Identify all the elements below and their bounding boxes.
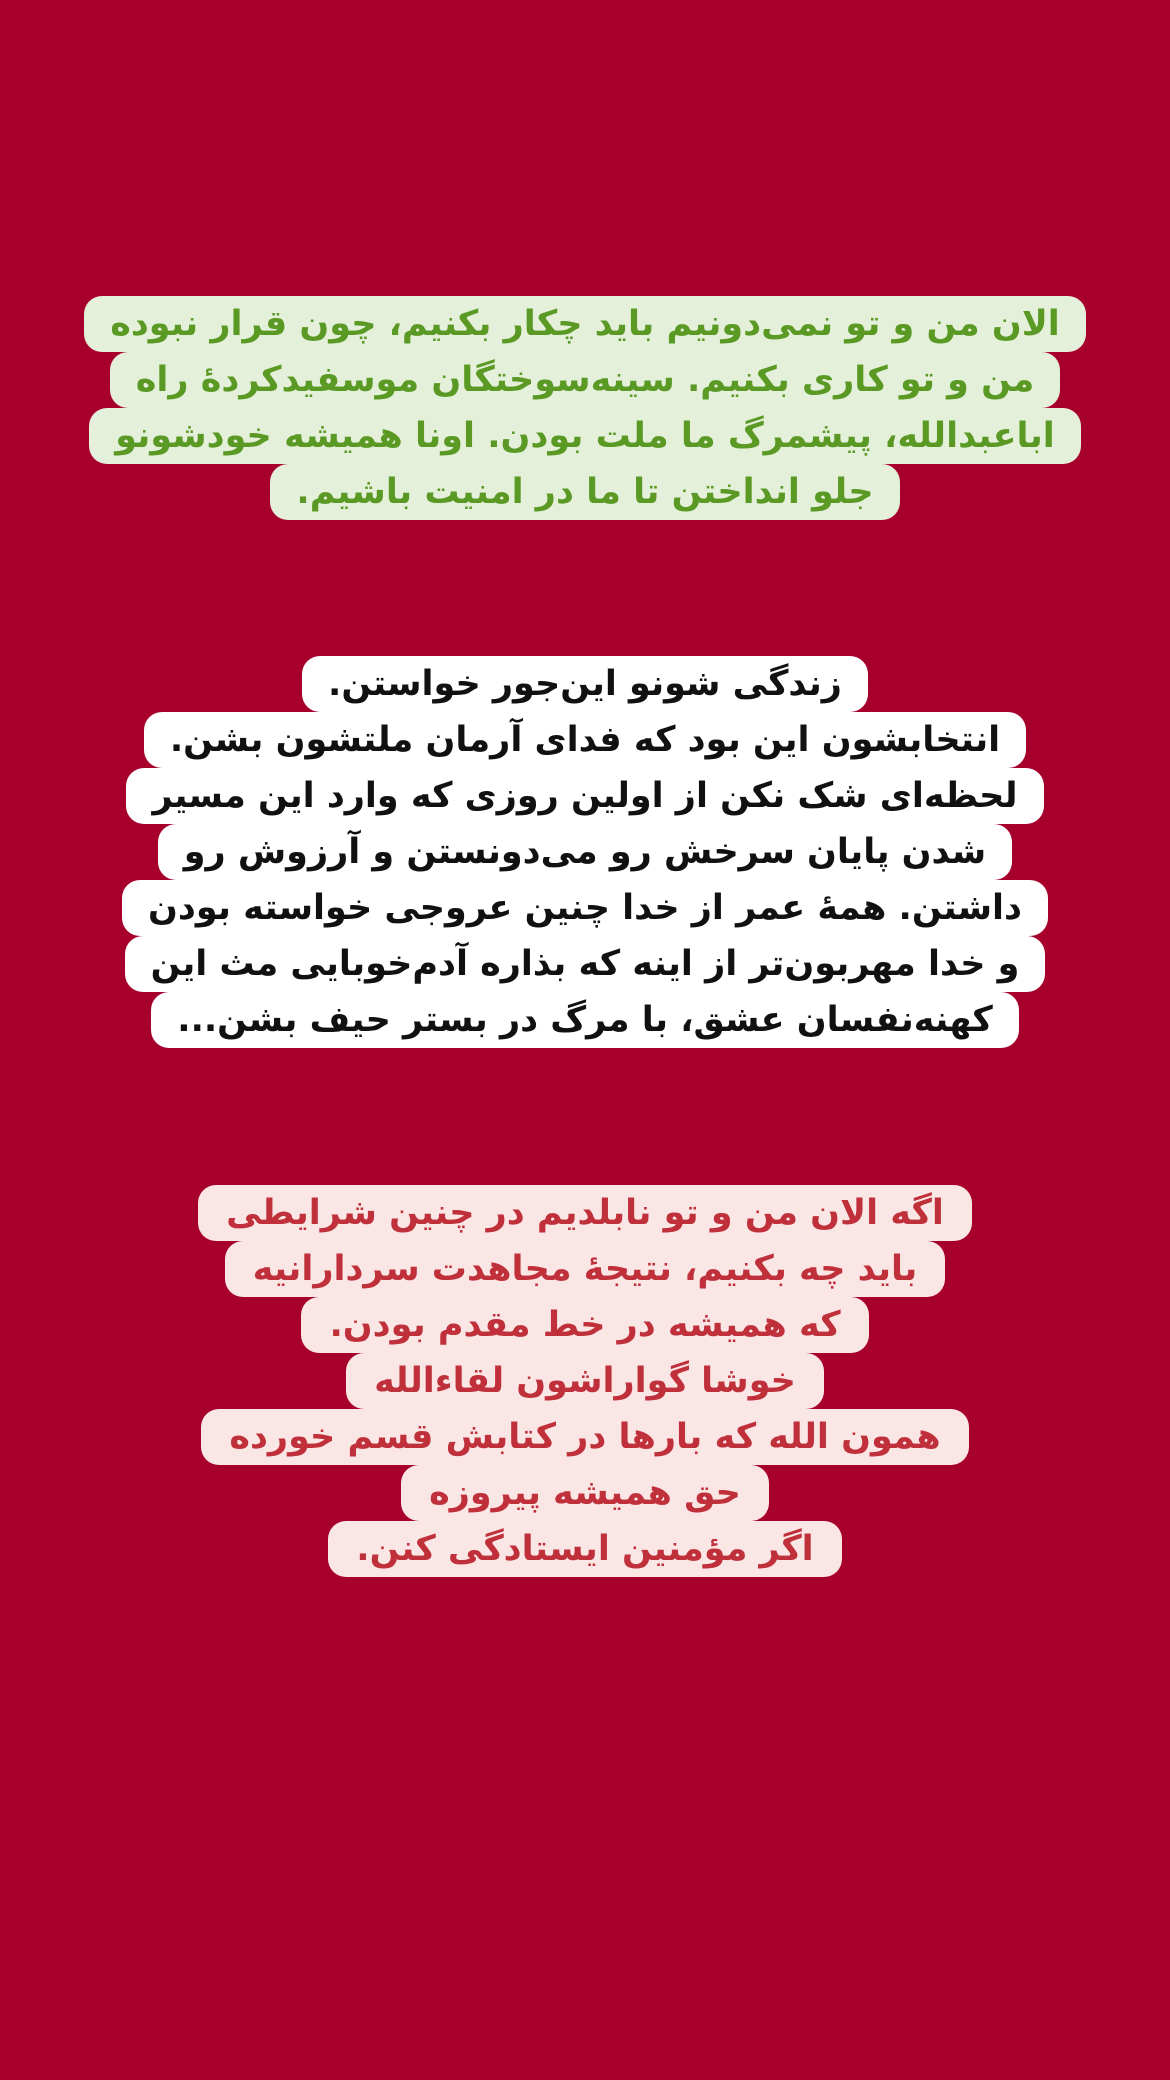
text-block-3 <box>0 1185 1170 1577</box>
text-line: کهنه‌نفسان عشق، با مرگ در بستر حیف بشن... <box>151 992 1018 1048</box>
text-line: داشتن. همهٔ عمر از خدا چنین عروجی خواسته بودن <box>122 880 1048 936</box>
text-line: جلو انداختن تا ما در امنیت باشیم. <box>270 464 899 520</box>
text-line: و خدا مهربون‌تر از اینه که بذاره آدم‌خوبایی مث این <box>125 936 1046 992</box>
text-line: باید چه بکنیم، نتیجهٔ مجاهدت سردارانیه <box>225 1241 946 1297</box>
text-line: اگه الان من و تو نابلدیم در چنین شرایطی <box>198 1185 972 1241</box>
text-line: من و تو کاری بکنیم. سینه‌سوختگان موسفیدکردهٔ راه <box>110 352 1061 408</box>
text-line: خوشا گواراشون لقاءالله <box>346 1353 824 1409</box>
text-block-2 <box>0 656 1170 1048</box>
text-line: که همیشه در خط مقدم بودن. <box>301 1297 868 1353</box>
text-line: لحظه‌ای شک نکن از اولین روزی که وارد این مسیر <box>126 768 1043 824</box>
text-line: الان من و تو نمی‌دونیم باید چکار بکنیم، چون قرار نبوده <box>84 296 1086 352</box>
text-line: حق همیشه پیروزه <box>401 1465 769 1521</box>
text-line: همون الله که بارها در کتابش قسم خورده <box>201 1409 968 1465</box>
text-line: زندگی شونو این‌جور خواستن. <box>302 656 868 712</box>
text-line: اگر مؤمنین ایستادگی کنن. <box>328 1521 841 1577</box>
text-block-1 <box>0 296 1170 520</box>
text-line: انتخابشون این بود که فدای آرمان ملتشون بشن. <box>144 712 1026 768</box>
text-line: شدن پایان سرخش رو می‌دونستن و آرزوش رو <box>158 824 1012 880</box>
text-line: اباعبدالله، پیشمرگ ما ملت بودن. اونا همیشه خودشونو <box>89 408 1081 464</box>
